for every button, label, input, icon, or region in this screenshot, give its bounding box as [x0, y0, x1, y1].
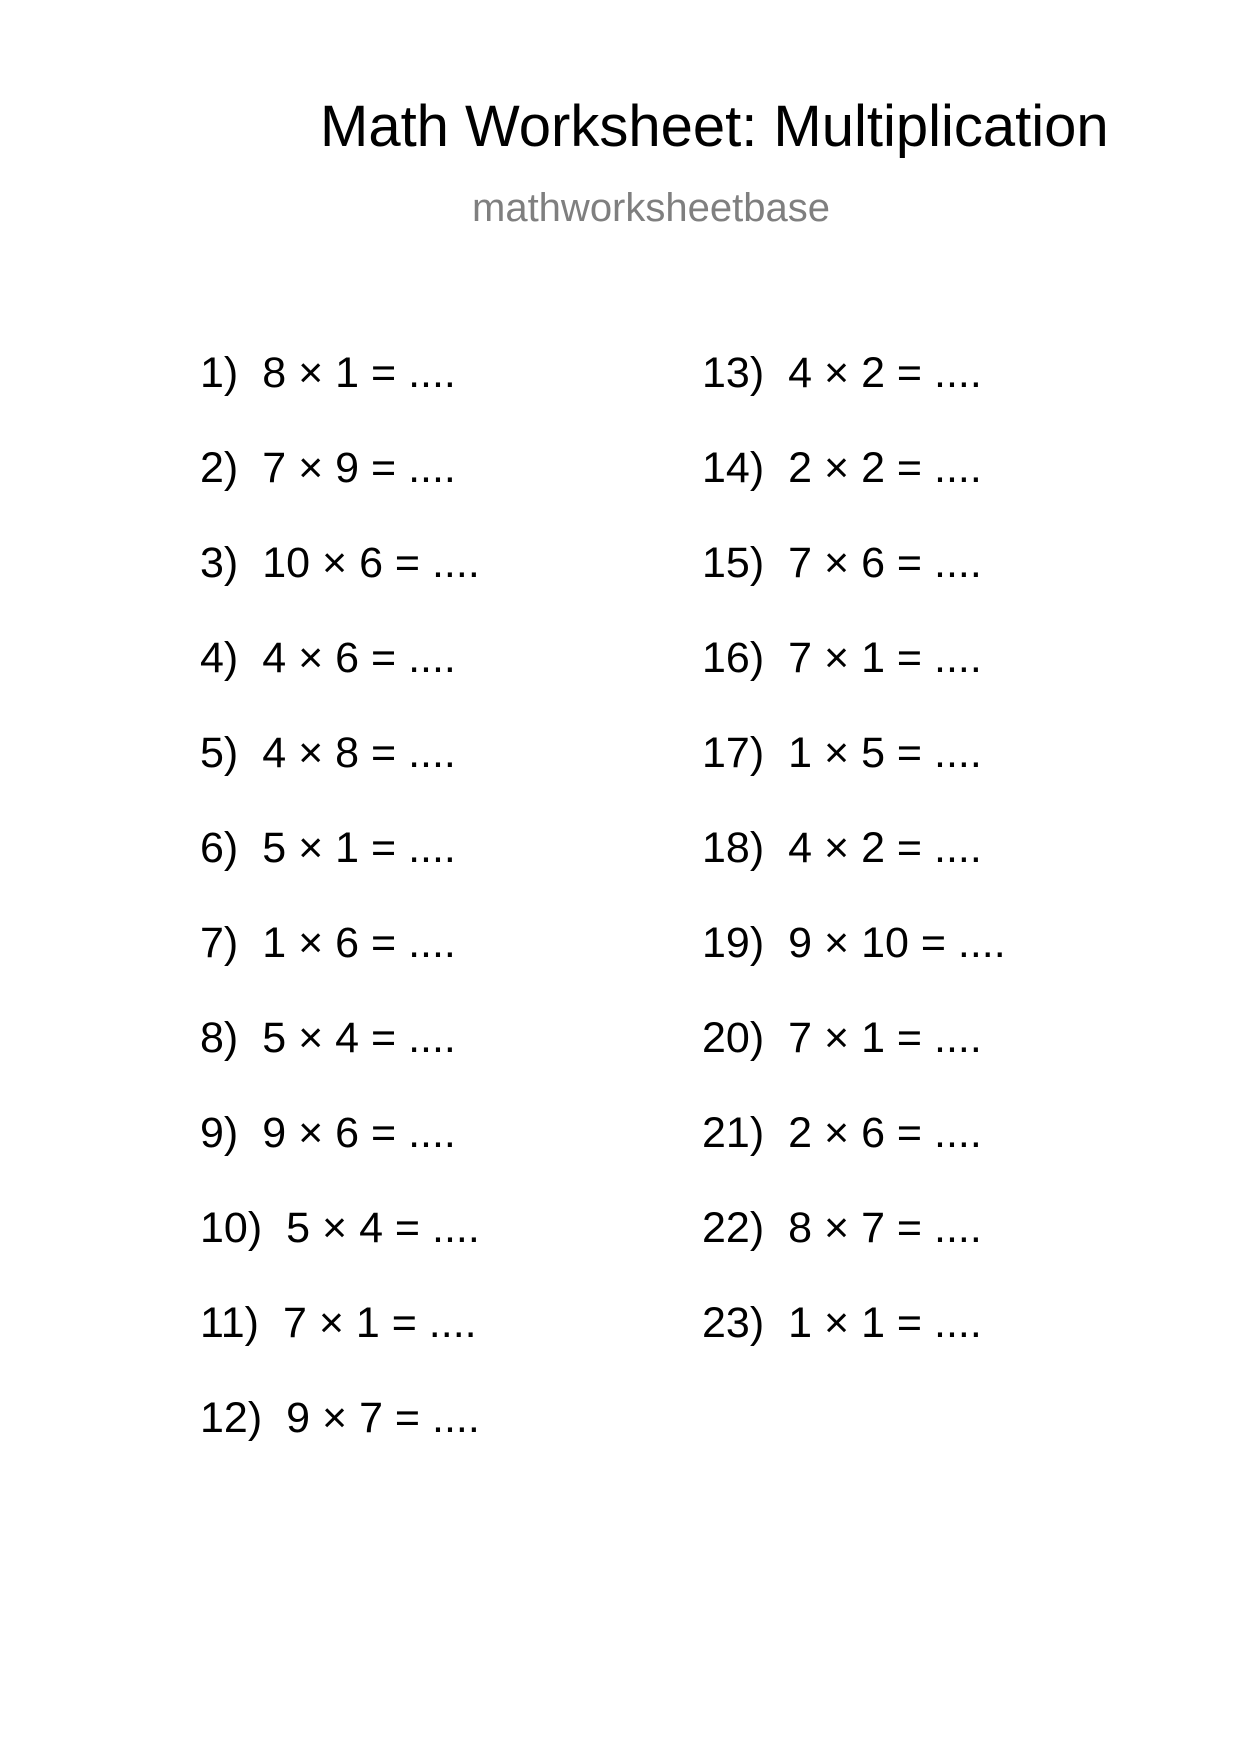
- problem-item: [702, 1299, 1122, 1397]
- problem-expression: 4 × 8 = ....: [262, 729, 456, 777]
- problem-number: 10): [200, 1204, 263, 1252]
- problem-item: [200, 539, 620, 637]
- problem-expression: 5 × 4 = ....: [262, 1014, 456, 1062]
- problem-number: 16): [702, 634, 765, 682]
- problem-number: 11): [200, 1299, 259, 1347]
- problem-item: [200, 729, 620, 827]
- problem-number: 2): [200, 444, 239, 492]
- problem-item: [702, 1204, 1122, 1302]
- problem-number: 15): [702, 539, 765, 587]
- problem-number: 23): [702, 1299, 765, 1347]
- problem-item: [702, 349, 1122, 447]
- problem-expression: 1 × 5 = ....: [788, 729, 982, 777]
- problem-item: [200, 444, 620, 542]
- problem-number: 14): [702, 444, 765, 492]
- page-title: Math Worksheet: Multiplication: [320, 94, 1109, 159]
- problem-number: 4): [200, 634, 239, 682]
- problem-item: [200, 1299, 620, 1397]
- problem-number: 6): [200, 824, 239, 872]
- problem-item: [200, 634, 620, 732]
- problem-expression: 1 × 1 = ....: [788, 1299, 982, 1347]
- problem-expression: 7 × 1 = ....: [788, 634, 982, 682]
- problem-number: 20): [702, 1014, 765, 1062]
- problem-number: 13): [702, 349, 765, 397]
- problem-number: 19): [702, 919, 765, 967]
- problem-expression: 8 × 7 = ....: [788, 1204, 982, 1252]
- problem-item: [702, 1014, 1122, 1112]
- problem-expression: 2 × 6 = ....: [788, 1109, 982, 1157]
- problem-expression: 7 × 1 = ....: [788, 1014, 982, 1062]
- problem-number: 3): [200, 539, 239, 587]
- problem-number: 21): [702, 1109, 765, 1157]
- problem-expression: 9 × 7 = ....: [286, 1394, 480, 1442]
- problem-expression: 10 × 6 = ....: [262, 539, 480, 587]
- problem-number: 9): [200, 1109, 239, 1157]
- page-subtitle: mathworksheetbase: [472, 186, 830, 230]
- problem-item: [702, 444, 1122, 542]
- problem-expression: 9 × 6 = ....: [262, 1109, 456, 1157]
- problem-item: [702, 539, 1122, 637]
- problem-expression: 9 × 10 = ....: [788, 919, 1006, 967]
- problem-number: 8): [200, 1014, 239, 1062]
- problem-number: 22): [702, 1204, 765, 1252]
- problem-item: [200, 824, 620, 922]
- problem-item: [200, 919, 620, 1017]
- problem-expression: 4 × 2 = ....: [788, 824, 982, 872]
- problem-number: 7): [200, 919, 239, 967]
- problem-item: [200, 1014, 620, 1112]
- problem-number: 12): [200, 1394, 263, 1442]
- problem-item: [200, 1109, 620, 1207]
- problem-expression: 1 × 6 = ....: [262, 919, 456, 967]
- problem-expression: 7 × 9 = ....: [262, 444, 456, 492]
- problem-expression: 4 × 6 = ....: [262, 634, 456, 682]
- problem-number: 1): [200, 349, 239, 397]
- problem-expression: 5 × 1 = ....: [262, 824, 456, 872]
- problem-number: 5): [200, 729, 239, 777]
- problem-expression: 8 × 1 = ....: [262, 349, 456, 397]
- problem-item: [702, 729, 1122, 827]
- problem-expression: 5 × 4 = ....: [286, 1204, 480, 1252]
- problem-item: [702, 824, 1122, 922]
- problem-item: [200, 1394, 620, 1492]
- problem-column-left: [200, 349, 620, 1492]
- problem-number: 17): [702, 729, 765, 777]
- problem-item: [702, 634, 1122, 732]
- problem-expression: 7 × 1 = ....: [282, 1299, 477, 1347]
- problem-number: 18): [702, 824, 765, 872]
- problem-item: [702, 1109, 1122, 1207]
- problem-column-right: [702, 349, 1122, 1397]
- problem-item: [200, 349, 620, 447]
- problem-item: [200, 1204, 620, 1302]
- problem-item: [702, 919, 1122, 1017]
- problem-expression: 4 × 2 = ....: [788, 349, 982, 397]
- problem-expression: 2 × 2 = ....: [788, 444, 982, 492]
- problem-expression: 7 × 6 = ....: [788, 539, 982, 587]
